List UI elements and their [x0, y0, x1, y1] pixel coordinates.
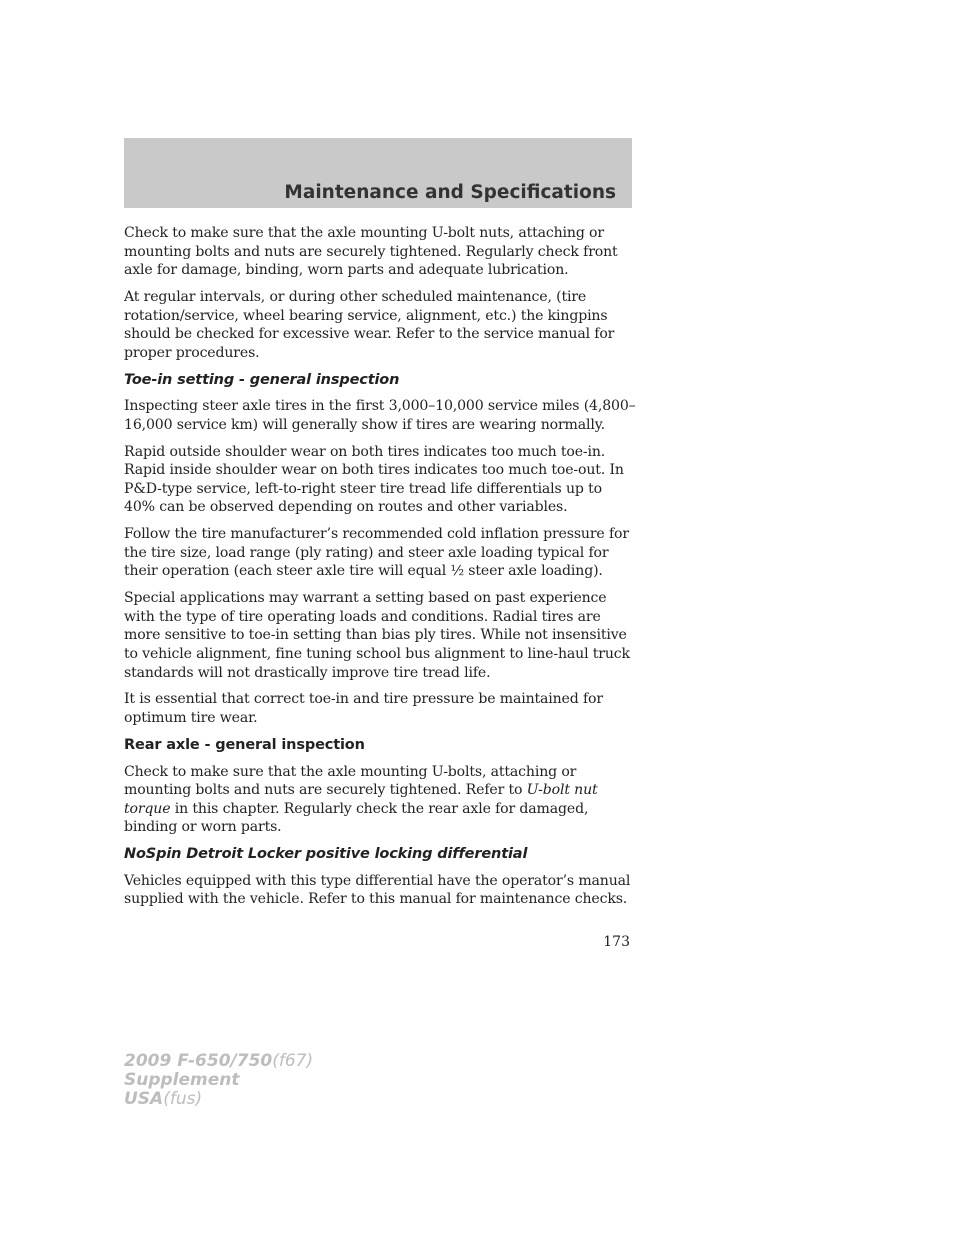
cross-reference: U-bolt nut torque [124, 782, 598, 817]
paragraph: Follow the tire manufacturer’s recommended cold inflation pressure for the tire size, load range (ply rating) and steer axle loading typical for their operation (each steer axle tire will equal ½ steer axle loading). [124, 526, 629, 580]
footer-model: 2009 F-650/750 [124, 1051, 273, 1071]
footer-market-code: (fus) [163, 1089, 203, 1109]
paragraph: Check to make sure that the axle mounting U-bolt nuts, attaching or mounting bolts and nuts are securely tightened. Regularly check front axle for damage, binding, worn parts and adequate lubrication. [124, 225, 618, 279]
footer-market: USA [124, 1089, 164, 1109]
subsection-heading: Toe-in setting - general inspection [124, 371, 400, 388]
paragraph: Rapid outside shoulder wear on both tires indicates too much toe-in. Rapid inside shoulder wear on both tires indicates too much toe-out. In P&D-type service, left-to-right steer tire tread life differentials up to 40% can be observed depending on routes and other variables. [124, 443, 624, 516]
subsection-heading: NoSpin Detroit Locker positive locking differential [124, 846, 528, 863]
footer-line [124, 1071, 313, 1090]
paragraph-text: Check to make sure that the axle mounting U-bolts, attaching or mounting bolts and nuts are securely tightened. Refer to [124, 763, 577, 799]
paragraph: It is essential that correct toe-in and tire pressure be maintained for optimum tire wear. [124, 691, 603, 726]
paragraph: At regular intervals, or during other scheduled maintenance, (tire rotation/service, wheel bearing service, alignment, etc.) the kingpins should be checked for excessive wear. Refer to the service manual for proper procedures. [124, 288, 615, 361]
paragraph: Vehicles equipped with this type differential have the operator’s manual supplied with the vehicle. Refer to this manual for maintenance checks. [124, 872, 631, 908]
footer-line [124, 1052, 313, 1071]
page-number: 173 [603, 934, 630, 950]
paragraph: Special applications may warrant a setting based on past experience with the type of tire operating loads and conditions. Radial tires are more sensitive to toe-in setting than bias ply tires. While not insensitive to vehicle alignment, fine tuning school bus alignment to line-haul truck standards will not drastically improve tire tread life. [124, 590, 630, 681]
paragraph [124, 763, 636, 837]
paragraph-text: in this chapter. Regularly check the rear axle for damaged, binding or worn parts. [124, 800, 589, 836]
section-title: Maintenance and Specifications [284, 182, 616, 203]
page-content [124, 224, 636, 917]
document-footer [124, 1052, 313, 1109]
subsection-heading: Rear axle - general inspection [124, 736, 365, 753]
footer-code: (f67) [272, 1051, 314, 1071]
footer-line [124, 1090, 313, 1109]
paragraph: Inspecting steer axle tires in the first 3,000–10,000 service miles (4,800–16,000 service km) will generally show if tires are wearing normally. [124, 398, 636, 433]
section-header-band [124, 138, 632, 208]
footer-type: Supplement [124, 1070, 240, 1090]
